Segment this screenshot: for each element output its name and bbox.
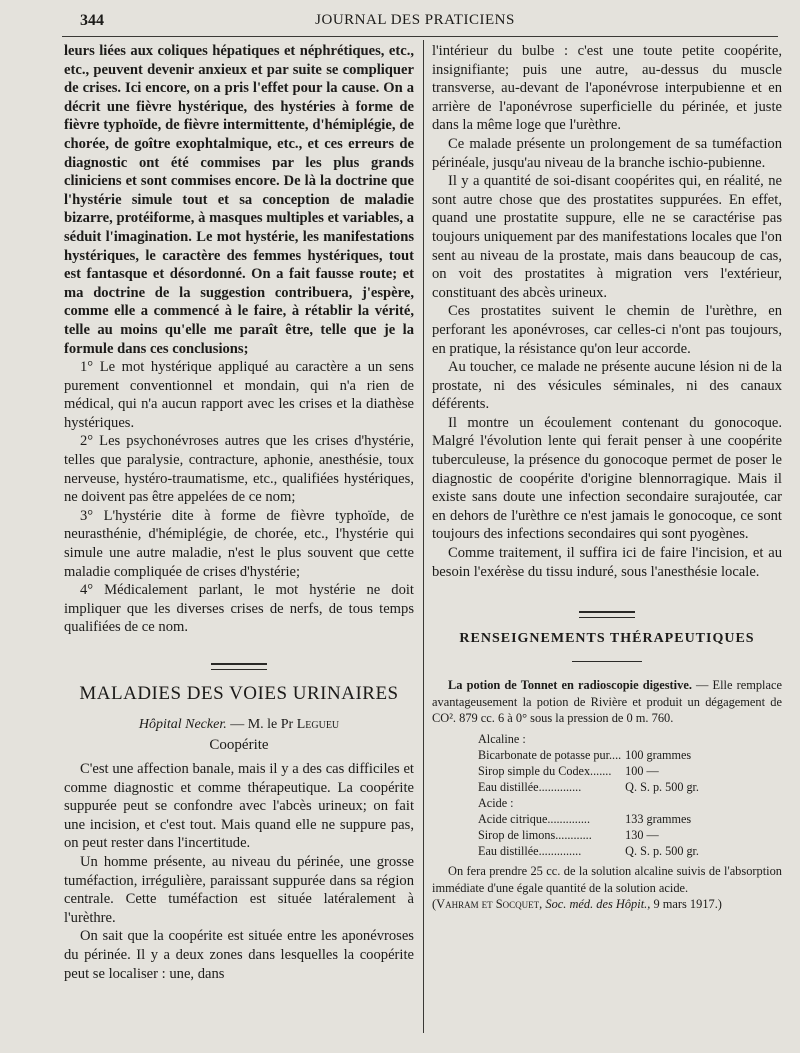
paragraph: l'intérieur du bulbe : c'est une toute petite coopérite, insignifiante; puis une autre, au-dessus du muscle transverse, au-devant de l'aponévrose interpubienne et en arrière de l'aponévrose superficielle du périnée, et juste dans la même loge que l'urèthre. [432, 43, 782, 134]
formula-row [478, 747, 703, 763]
formula-row [478, 763, 703, 779]
paragraph: Ce malade présente un prolongement de sa tuméfaction périnéale, jusqu'au niveau de la branche ischio-pubienne. [432, 135, 782, 171]
quantity: 133 grammes [625, 812, 692, 826]
page-header [50, 8, 780, 34]
formula-row [478, 811, 703, 827]
recipe-intro-text: — Elle remplace avantageusement la potion de Rivière et produit un dégagement de CO². 879 cc. 6 à 0° sous la pression de 0 m. 760. [432, 678, 782, 726]
formula-row [478, 843, 703, 859]
recipe-intro [432, 677, 782, 727]
quantity: 100 — [625, 764, 659, 778]
section-title: MALADIES DES VOIES URINAIRES [79, 683, 399, 704]
recipe-instructions: On fera prendre 25 cc. de la solution alcaline suivis de l'absorption immédiate d'une égale quantité de la solution acide. [432, 864, 782, 895]
conclusion-item-1: 1° Le mot hystérique appliqué au caractère a un sens purement conventionnel et mondain, qui n'a rien de médical, qui n'a aucun rapport avec les crises et la diathèse hystériques. [64, 359, 414, 431]
citation-authors: (Vahram et Socquet, [432, 897, 543, 912]
ingredient: Eau distillée.............. [478, 844, 582, 858]
article-subtitle: Coopérite [209, 737, 269, 753]
running-title: JOURNAL DES PRATICIENS [315, 12, 515, 28]
left-column [64, 42, 414, 983]
section-ornament [64, 657, 414, 675]
recipe-citation [432, 896, 782, 913]
ingredient: Sirop de limons............ [478, 828, 592, 842]
formula-row [478, 779, 703, 795]
section-ornament [432, 605, 782, 623]
byline-prefix: — M. le Pr [230, 717, 294, 732]
quantity: Q. S. p. 500 gr. [625, 780, 699, 794]
title-rule [432, 649, 782, 667]
quantity: Q. S. p. 500 gr. [625, 844, 699, 858]
section-title: RENSEIGNEMENTS THÉRAPEUTIQUES [459, 631, 755, 647]
paragraph: leurs liées aux coliques hépatiques et néphrétiques, etc., etc., peuvent devenir anxieux et par suite se compliquer de crises. Ici encore, on a pris l'effet pour la cause. On a décrit une fièvre hystérique, des hystéries à forme de fièvre typhoïde, de fièvre intermittente, d'hémiplégie, de chorée, de goître exophtalmique, etc., et ces erreurs de diagnostic ont été commises par les plus grands cliniciens et sont commises encore. De là la doctrine que l'hystérie simule tout et sa conception de maladie bizarre, protéiforme, à masques multiples et variables, a séduit l'imagination. Le mot hystérie, les manifestations hystériques, le caractère des femmes hystériques, tout est fantasque et désordonné. On a fait fausse route; et ma doctrine de la suggestion contribuera, j'espère, comme elle a commencé à le faire, à rétablir la vérité, telle au moins qu'elle me paraît être, telle que je la formule dans ces conclusions; [64, 43, 414, 357]
paragraph: Il y a quantité de soi-disant coopérites qui, en réalité, ne sont autre chose que des prostatites suppurées. En effet, quand une prostatite suppure, elle ne se caractérise pas toujours uniquement par des manifestations locales que l'on sent au niveau de la prostate, mais dans beaucoup de cas, on voit des prostatites à migration vers l'extérieur, constituant des abcès urineux. [432, 173, 782, 301]
ingredient: Sirop simple du Codex....... [478, 764, 612, 778]
byline-place: Hôpital Necker. [138, 717, 227, 732]
citation-journal: Soc. méd. des Hôpit., [545, 897, 651, 912]
alkaline-formula [478, 731, 703, 859]
paragraph: On sait que la coopérite est située entre les aponévroses du périnée. Il y a deux zones dans lesquelles la coopérite peut se localiser : une, dans [64, 928, 414, 982]
conclusion-item-4: 4° Médicalement parlant, le mot hystérie ne doit impliquer que les diverses crises de nerfs, de tous temps qualifiées de ce nom. [64, 582, 414, 636]
quantity: 100 grammes [625, 748, 692, 762]
citation-date: 9 mars 1917.) [653, 897, 722, 912]
acid-label: Acide : [478, 796, 514, 810]
paragraph: Un homme présente, au niveau du périnée, une grosse tuméfaction, irrégulière, paraissant suppurée dans sa région centrale. Cette tuméfaction est située latéralement à l'urèthre. [64, 853, 414, 926]
quantity: 130 — [625, 828, 659, 842]
paragraph: C'est une affection banale, mais il y a des cas difficiles et comme diagnostic et comme thérapeutique. La coopérite suppurée peut se confondre avec l'abcès urineux; on fait une incision, et c'est tout. Mais quand elle ne suppure pas, on peut rester dans l'incertitude. [64, 761, 414, 852]
alkaline-label: Alcaline : [478, 732, 526, 746]
paragraph: Au toucher, ce malade ne présente aucune lésion ni de la prostate, ni des vésicules séminales, ni des canaux déférents. [432, 359, 782, 413]
page-number: 344 [80, 12, 104, 29]
byline [64, 717, 414, 733]
byline-author: Legueu [296, 717, 340, 732]
ingredient: Acide citrique.............. [478, 812, 591, 826]
column-divider [423, 40, 424, 1033]
paragraph: Comme traitement, il suffira ici de faire l'incision, et au besoin l'exérèse du tissu induré, sous l'anesthésie locale. [432, 545, 782, 580]
header-rule [62, 36, 778, 37]
conclusion-item-3: 3° L'hystérie dite à forme de fièvre typhoïde, de neurasthénie, d'hémiplégie, de chorée, etc., l'hystérie qui simule une autre maladie, n'est le plus souvent que cette maladie compliquée de crises d'hystérie; [64, 507, 414, 580]
conclusion-item-2: 2° Les psychonévroses autres que les crises d'hystérie, telles que paralysie, contracture, aphonie, anesthésie, toux nerveuse, hystéro-traumatisme, etc., qualifiées hystériques, ne doivent pas être appelées de ce nom; [64, 433, 414, 506]
right-column [432, 42, 782, 913]
ingredient: Bicarbonate de potasse pur.... [478, 748, 622, 762]
paragraph: Il montre un écoulement contenant du gonocoque. Malgré l'évolution lente qui ferait penser à une coopérite tuberculeuse, la présence du gonocoque permet de poser le diagnostic de coopérite d'origine blennorragique. Mais il existe sans doute une infection secondaire surajoutée, car en dehors de l'urèthre ce n'est jamais le gonocoque, ce sont toujours des infections secondaires qui sont pyogènes. [432, 414, 782, 543]
formula-row [478, 827, 703, 843]
recipe-heading: La potion de Tonnet en radioscopie digestive. [448, 678, 692, 693]
ingredient: Eau distillée.............. [478, 780, 582, 794]
paragraph: Ces prostatites suivent le chemin de l'urèthre, en perforant les aponévroses, car celles-ci n'ont pas toujours, en pratique, la résistance qu'on leur accorde. [432, 303, 782, 357]
